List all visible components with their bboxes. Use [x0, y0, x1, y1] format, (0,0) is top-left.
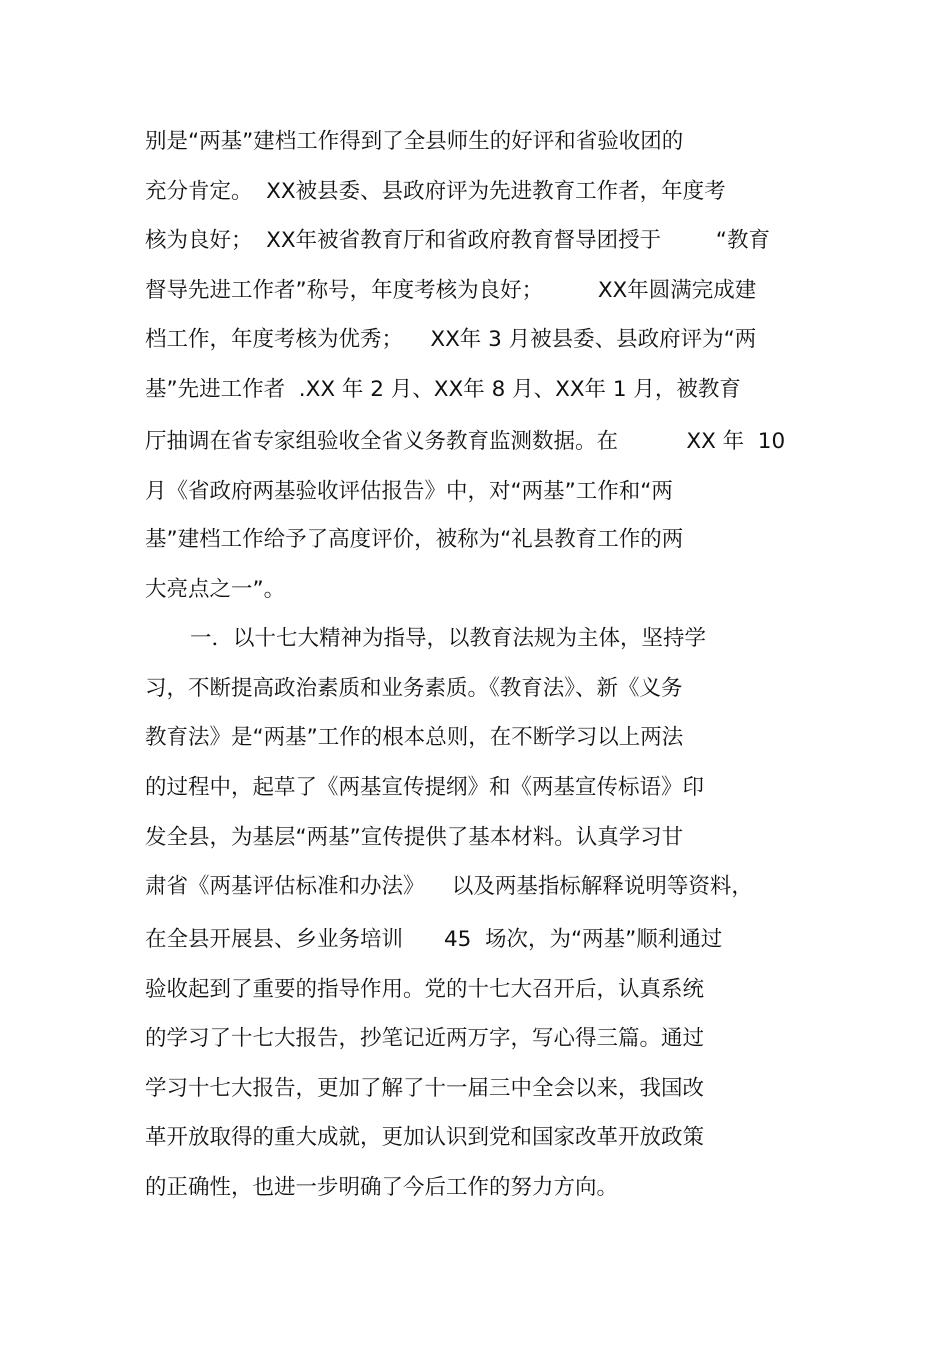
body-text-line: 的正确性，也进一步明确了今后工作的努力方向。 — [145, 1175, 619, 1200]
body-text-line: 核为良好； XX年被省教育厅和省政府教育督导团授于 “教育 — [145, 228, 770, 253]
body-text-line: 的过程中，起草了《两基宣传提纲》和《两基宣传标语》印 — [145, 775, 705, 800]
body-text-line: 别是“两基”建档工作得到了全县师生的好评和省验收团的 — [145, 129, 684, 154]
body-text-line: 验收起到了重要的指导作用。党的十七大召开后，认真系统 — [145, 977, 705, 1002]
body-text-line: 档工作，年度考核为优秀； XX年 3 月被县委、县政府评为“两 — [145, 327, 757, 352]
body-text-line: 革开放取得的重大成就，更加认识到党和国家改革开放政策 — [145, 1125, 705, 1150]
body-text-line: 大亮点之一”。 — [145, 577, 286, 602]
body-text-line: 在全县开展县、乡业务培训 45 场次，为“两基”顺利通过 — [145, 927, 723, 952]
body-text-line: 的学习了十七大报告，抄笔记近两万字，写心得三篇。通过 — [145, 1026, 705, 1051]
body-text-line: 基”先进工作者 .XX 年 2 月、XX年 8 月、XX年 1 月，被教育 — [145, 377, 741, 402]
body-text-line: 厅抽调在省专家组验收全省义务教育监测数据。在 XX 年 10 — [145, 429, 786, 454]
paragraph-first-line: 一．以十七大精神为指导，以教育法规为主体，坚持学 — [190, 626, 707, 651]
body-text-line: 发全县，为基层“两基”宣传提供了基本材料。认真学习甘 — [145, 825, 684, 850]
body-text-line: 教育法》是“两基”工作的根本总则，在不断学习以上两法 — [145, 725, 684, 750]
body-text-line: 月《省政府两基验收评估报告》中，对“两基”工作和“两 — [145, 479, 673, 504]
body-text-line: 基”建档工作给予了高度评价，被称为“礼县教育工作的两 — [145, 527, 684, 552]
body-text-line: 充分肯定。 XX被县委、县政府评为先进教育工作者，年度考 — [145, 179, 726, 204]
body-text-line: 学习十七大报告，更加了解了十一届三中全会以来，我国改 — [145, 1076, 705, 1101]
body-text-line: 习，不断提高政治素质和业务素质。《教育法》、新《义务 — [145, 676, 683, 701]
body-text-line: 肃省《两基评估标准和办法》 以及两基指标解释说明等资料， — [145, 874, 753, 899]
body-text-line: 督导先进工作者”称号，年度考核为良好； XX年圆满完成建 — [145, 278, 757, 303]
